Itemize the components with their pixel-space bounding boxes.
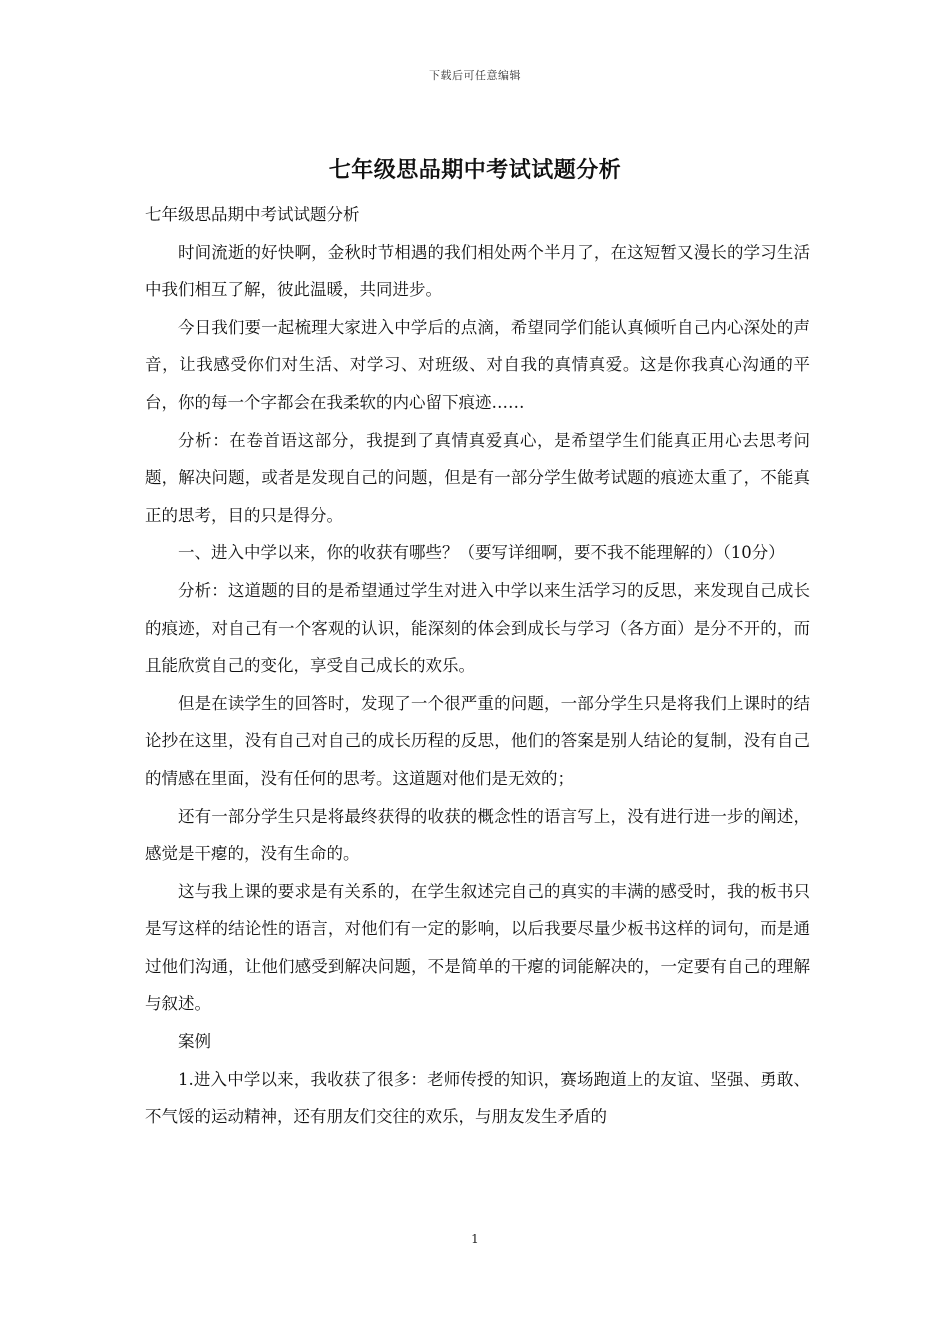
page-number: 1 xyxy=(471,1232,479,1246)
header-note: 下载后可任意编辑 xyxy=(429,69,521,82)
document-title: 七年级思品期中考试试题分析 xyxy=(328,157,622,183)
case-heading: 案例 xyxy=(178,1032,211,1052)
preface-paragraph: 今日我们要一起梳理大家进入中学后的点滴，希望同学们能认真倾听自己内心深处的声音，让我感受你们对生活、对学习、对班级、对自我的真情真爱。这是你我真心沟通的平台，你的每一个字都会在我柔软的内心留下痕迹…… xyxy=(145,317,810,412)
analysis-paragraph: 分析：在卷首语这部分，我提到了真情真爱真心，是希望学生们能真正用心去思考问题，解决问题，或者是发现自己的问题，但是有一部分学生做考试题的痕迹太重了，不能真正的思考，目的只是得分。 xyxy=(145,430,810,525)
question-paragraph: 一、进入中学以来，你的收获有哪些？（要写详细啊，要不我不能理解的）（10分） xyxy=(178,543,785,563)
intro-paragraph: 时间流逝的好快啊，金秋时节相遇的我们相处两个半月了，在这短暂又漫长的学习生活中我们相互了解，彼此温暖，共同进步。 xyxy=(145,242,810,300)
document-body xyxy=(145,196,810,1136)
case-paragraph: 1.进入中学以来，我收获了很多：老师传授的知识，赛场跑道上的友谊、坚强、勇敢、不气馁的运动精神，还有朋友们交往的欢乐，与朋友发生矛盾的 xyxy=(145,1069,810,1127)
subtitle-paragraph: 七年级思品期中考试试题分析 xyxy=(145,205,360,224)
analysis-paragraph: 分析：这道题的目的是希望通过学生对进入中学以来生活学习的反思，来发现自己成长的痕迹，对自己有一个客观的认识，能深刻的体会到成长与学习（各方面）是分不开的，而且能欣赏自己的变化，享受自己成长的欢乐。 xyxy=(145,580,810,676)
body-paragraph: 但是在读学生的回答时，发现了一个很严重的问题，一部分学生只是将我们上课时的结论抄在这里，没有自己对自己的成长历程的反思，他们的答案是别人结论的复制，没有自己的情感在里面，没有任何的思考。这道题对他们是无效的； xyxy=(145,693,810,788)
body-paragraph: 这与我上课的要求是有关系的，在学生叙述完自己的真实的丰满的感受时，我的板书只是写这样的结论性的语言，对他们有一定的影响，以后我要尽量少板书这样的词句，而是通过他们沟通，让他们感受到解决问题，不是简单的干瘪的词能解决的，一定要有自己的理解与叙述。 xyxy=(145,881,810,1014)
body-paragraph: 还有一部分学生只是将最终获得的收获的概念性的语言写上，没有进行进一步的阐述，感觉是干瘪的，没有生命的。 xyxy=(145,806,810,864)
